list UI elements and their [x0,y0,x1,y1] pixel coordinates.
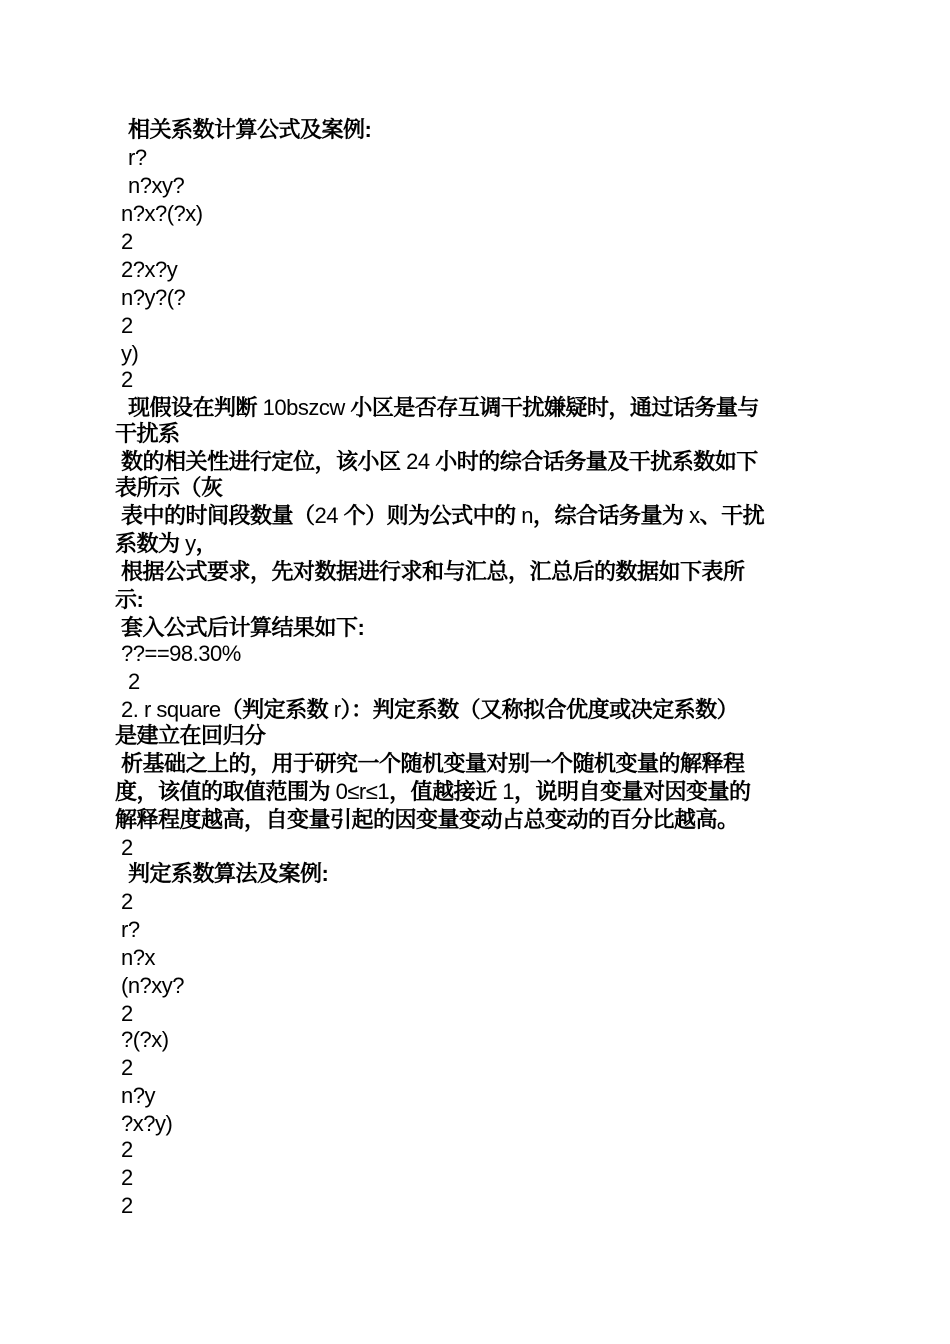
formula2-line-12: 2 [121,1193,133,1218]
variable-text: n [521,503,533,528]
formula2-line-5: 2 [121,1001,133,1026]
paragraph1-line-2: 干扰系 [115,421,180,446]
heading-determination-coefficient: 判定系数算法及案例: [128,861,329,886]
formula2-line-4: (n?xy? [121,973,185,998]
section2-line-1 [121,696,738,724]
formula1-line-1: r? [128,145,147,170]
result-value: ??==98.30% [121,641,241,666]
variable-text: y [185,531,196,556]
formula1-line-9: 2 [121,367,133,392]
formula2-line-8: n?y [121,1083,155,1108]
section2-text: ，说明自变量对因变量的 [513,779,751,804]
paragraph1-line-4: 表所示（灰 [115,475,223,500]
section2-text: （判定系数 [220,697,334,722]
section2-line-3: 析基础之上的，用于研究一个随机变量对别一个随机变量的解释程 [121,751,745,776]
result-superscript: 2 [128,669,140,694]
cell-id-text: 10bszcw [262,395,345,420]
variable-text: r [333,697,341,722]
section2-line-2: 是建立在回归分 [115,723,266,748]
paragraph1-text: 、干扰 [699,503,765,528]
paragraph1-line-1 [128,394,759,422]
paragraph1-text: 表中的时间段数量（ [121,503,315,528]
paragraph1-line-3 [121,448,758,476]
number-text: 1 [502,779,514,804]
formula2-line-3: n?x [121,945,155,970]
section2-text: ）：判定系数（又称拟合优度或决定系数） [340,697,739,722]
section2-line-4 [115,778,750,806]
formula1-line-2: n?xy? [128,173,185,198]
formula1-line-7: 2 [121,313,133,338]
formula2-line-7: 2 [121,1055,133,1080]
formula1-line-6: n?y?(? [121,285,186,310]
paragraph1-text: 系数为 [115,531,186,556]
paragraph1-text: 现假设在判断 [128,395,263,420]
paragraph1-text: 小区是否存互调干扰嫌疑时，通过话务量与 [344,395,759,420]
section2-text: 度，该值的取值范围为 [115,779,336,804]
formula2-line-1: 2 [121,889,133,914]
heading-correlation-formula: 相关系数计算公式及案例: [128,117,372,142]
formula1-line-3: n?x?(?x) [121,201,203,226]
paragraph1-text: ， [195,531,218,556]
formula2-line-11: 2 [121,1165,133,1190]
formula2-line-9: ?x?y) [121,1111,173,1136]
section2-text: ，值越接近 [389,779,503,804]
section2-text: 2. r square [121,697,221,722]
number-text: 24 [314,503,338,528]
paragraph1-line-8: 示: [115,587,144,612]
paragraph1-line-5 [121,502,764,530]
formula1-line-5: 2?x?y [121,257,178,282]
formula1-line-4: 2 [121,229,133,254]
paragraph1-line-6 [115,530,217,558]
paragraph2-line: 套入公式后计算结果如下: [121,615,365,640]
paragraph1-text: 个）则为公式中的 [338,503,522,528]
paragraph1-text: 小时的综合话务量及干扰系数如下 [429,449,758,474]
range-text: 0≤r≤1 [335,779,390,804]
formula2-line-2: r? [121,917,140,942]
number-text: 24 [406,449,430,474]
paragraph1-text: 数的相关性进行定位，该小区 [121,449,407,474]
formula1-line-8: y) [121,341,139,366]
formula2-line-6: ?(?x) [121,1027,169,1052]
section2-line-6: 2 [121,835,133,860]
section2-line-5: 解释程度越高，自变量引起的因变量变动占总变动的百分比越高。 [115,807,739,832]
paragraph1-text: ，综合话务量为 [532,503,690,528]
variable-text: x [689,503,700,528]
formula2-line-10: 2 [121,1137,133,1162]
paragraph1-line-7: 根据公式要求，先对数据进行求和与汇总，汇总后的数据如下表所 [121,559,745,584]
